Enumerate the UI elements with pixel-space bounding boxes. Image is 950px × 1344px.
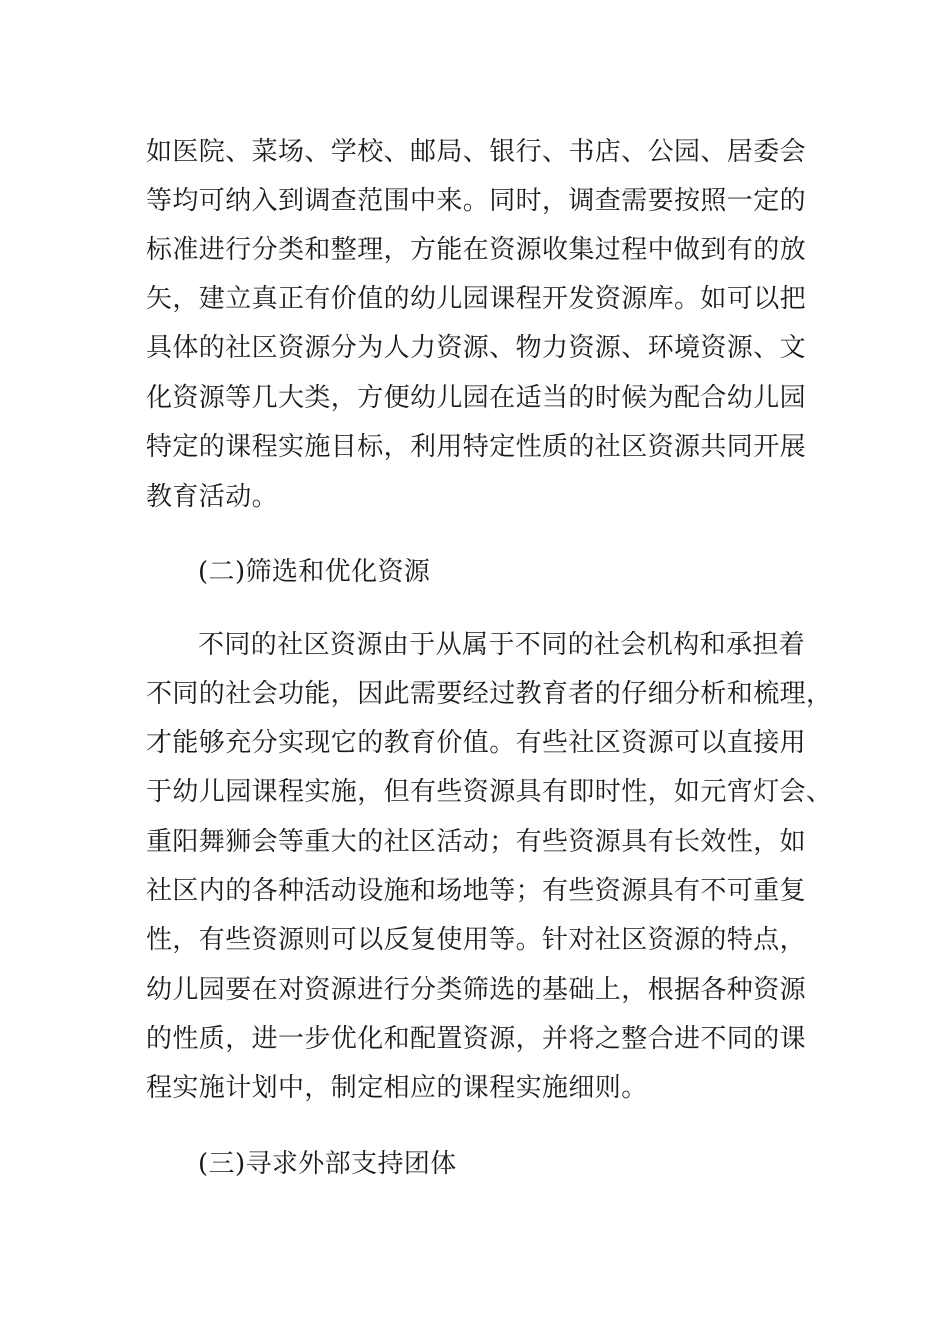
paragraph-line: 幼儿园要在对资源进行分类筛选的基础上，根据各种资源 bbox=[146, 975, 807, 1005]
paragraph-line: 不同的社区资源由于从属于不同的社会机构和承担着 bbox=[198, 630, 806, 660]
paragraph-line: 化资源等几大类，方便幼儿园在适当的时候为配合幼儿园 bbox=[146, 383, 807, 413]
paragraph-line: 性，有些资源则可以反复使用等。针对社区资源的特点， bbox=[146, 925, 807, 955]
paragraph-line: 具体的社区资源分为人力资源、物力资源、环境资源、文 bbox=[146, 333, 807, 363]
paragraph-line: 矢，建立真正有价值的幼儿园课程开发资源库。如可以把 bbox=[146, 284, 807, 314]
paragraph-line: 标准进行分类和整理，方能在资源收集过程中做到有的放 bbox=[146, 235, 807, 265]
paragraph-line: 等均可纳入到调查范围中来。同时，调查需要按照一定的 bbox=[146, 186, 807, 216]
paragraph-line: 程实施计划中，制定相应的课程实施细则。 bbox=[146, 1073, 648, 1103]
paragraph-line: 的性质，进一步优化和配置资源，并将之整合进不同的课 bbox=[146, 1024, 807, 1054]
paragraph-line: 才能够充分实现它的教育价值。有些社区资源可以直接用 bbox=[146, 728, 807, 758]
paragraph-line: 不同的社会功能，因此需要经过教育者的仔细分析和梳理， bbox=[146, 679, 833, 709]
paragraph-line: 社区内的各种活动设施和场地等；有些资源具有不可重复 bbox=[146, 876, 807, 906]
paragraph-line: 特定的课程实施目标，利用特定性质的社区资源共同开展 bbox=[146, 432, 807, 462]
paragraph-line: 教育活动。 bbox=[146, 482, 279, 512]
paragraph-line: 如医院、菜场、学校、邮局、银行、书店、公园、居委会 bbox=[146, 137, 807, 167]
paragraph-line: 于幼儿园课程实施，但有些资源具有即时性，如元宵灯会、 bbox=[146, 777, 833, 807]
section-heading: (二)筛选和优化资源 bbox=[198, 557, 431, 587]
section-heading: (三)寻求外部支持团体 bbox=[198, 1149, 457, 1179]
paragraph-line: 重阳舞狮会等重大的社区活动；有些资源具有长效性，如 bbox=[146, 827, 807, 857]
